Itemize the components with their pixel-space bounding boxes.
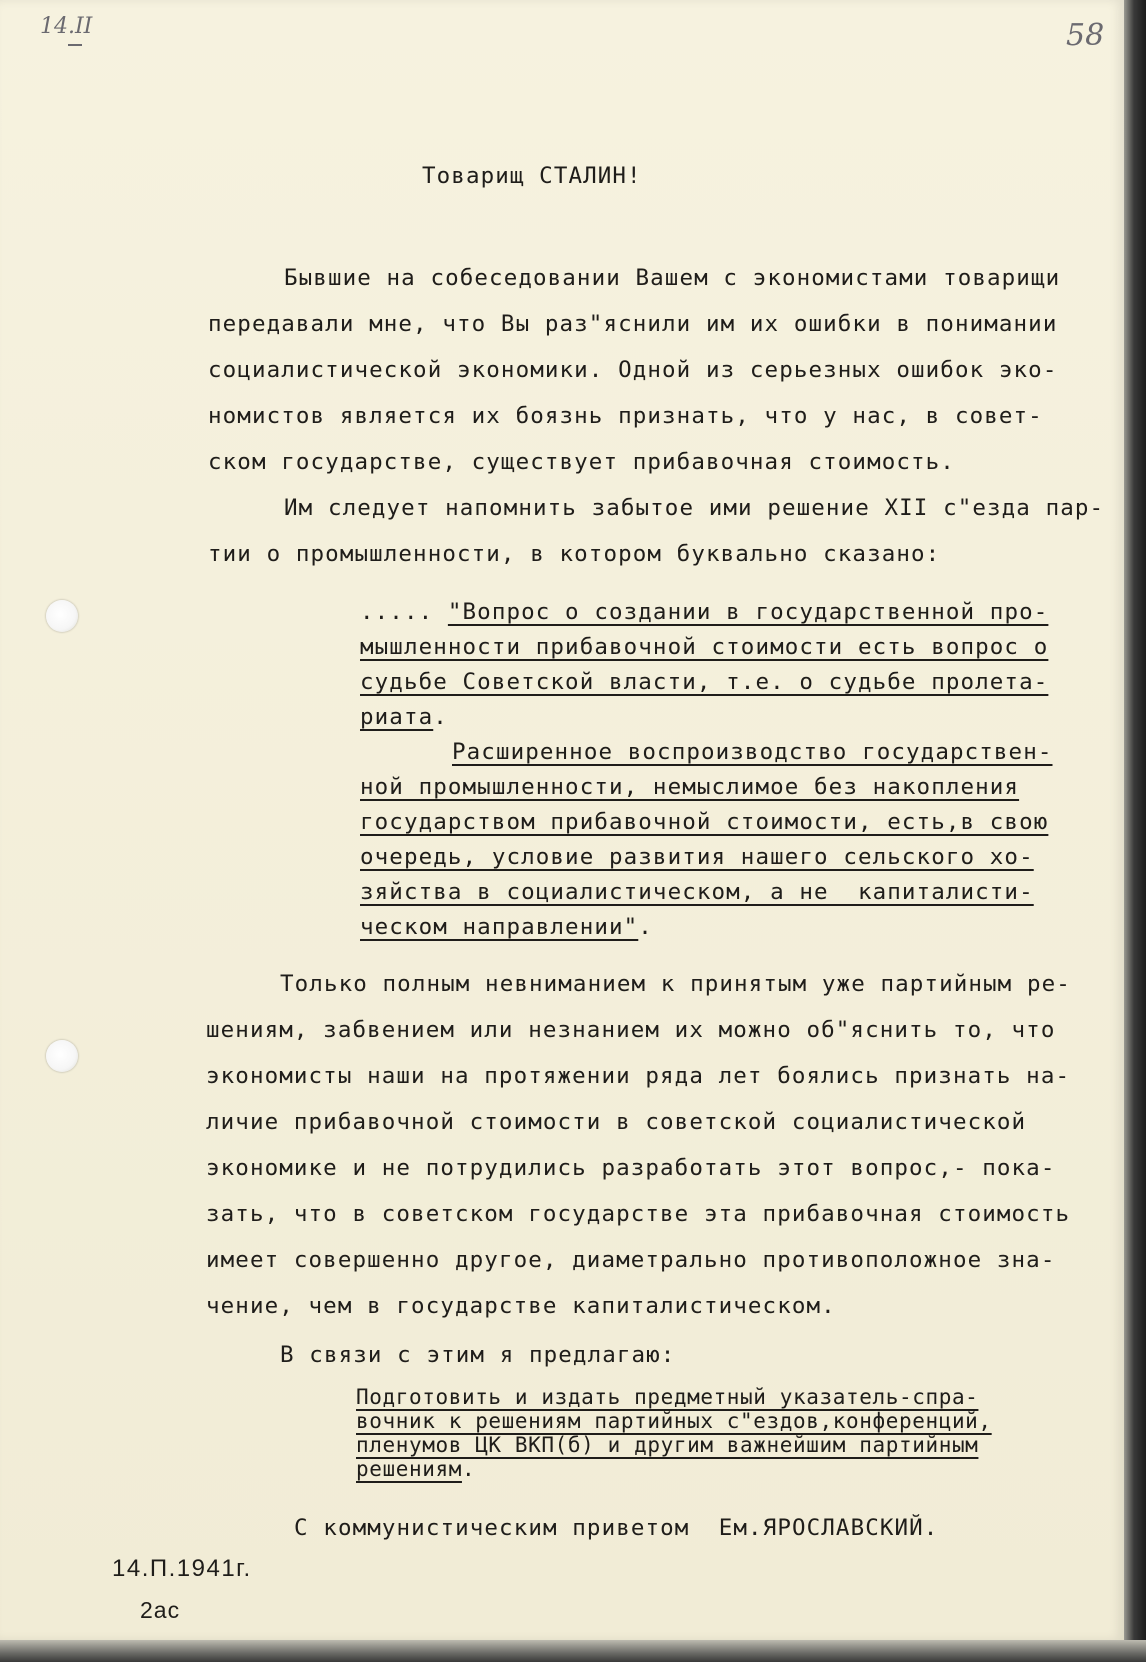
closing-line [294, 1515, 938, 1541]
document-date: 14.П.1941г. [112, 1555, 252, 1582]
p3-line-2: шениям, забвением или незнанием их можно об"яснить то, что [206, 1017, 1056, 1043]
quote-text: "Вопрос о создании в государственной про- [447, 599, 1049, 625]
signature: Ем.ЯРОСЛАВСКИЙ. [718, 1515, 939, 1541]
p2-line-2: тии о промышленности, в котором буквально сказано: [208, 541, 941, 567]
proposal-line-3: пленумов ЦК ВКП(б) и другим важнейшим партийным [356, 1433, 979, 1457]
closing-text: С коммунистическим приветом [294, 1515, 690, 1541]
p1-line-2: передавали мне, что Вы раз"яснили им их ошибки в понимании [208, 311, 1058, 337]
punch-hole-upper [46, 600, 78, 632]
p1-line-5: ском государстве, существует прибавочная стоимость. [208, 449, 955, 475]
quote-text: риата [360, 704, 434, 730]
proposal-line-2: вочник к решениям партийных с"ездов,конференций, [356, 1409, 992, 1433]
salutation: Товарищ СТАЛИН! [422, 163, 642, 189]
page-number: 58 [1066, 18, 1105, 53]
p3-line-5: экономике и не потрудились разработать этот вопрос,- пока- [206, 1155, 1056, 1181]
quote-line-2: мышленности прибавочной стоимости есть вопрос о [360, 634, 1049, 660]
p3-line-7: имеет совершенно другое, диаметрально противоположное зна- [206, 1247, 1056, 1273]
punch-hole-lower [46, 1040, 78, 1072]
proposal-text: решениям [356, 1457, 462, 1481]
document-ref: 2ас [140, 1597, 181, 1623]
p3-line-6: зать, что в советском государстве эта прибавочная стоимость [206, 1201, 1071, 1227]
proposal-line-4 [356, 1459, 475, 1480]
p1-line-4: номистов является их боязнь признать, что у нас, в совет- [208, 403, 1043, 429]
quote-line-5: Расширенное воспроизводство государствен- [452, 739, 1053, 765]
p1-line-3: социалистической экономики. Одной из серьезных ошибок эко- [208, 357, 1058, 383]
scan-edge-bottom [0, 1640, 1146, 1662]
scan-edge-right [1124, 0, 1146, 1662]
p3-line-4: личие прибавочной стоимости в советской социалистической [206, 1109, 1027, 1135]
p3-line-8: чение, чем в государстве капиталистическом. [206, 1293, 836, 1319]
quote-punct: . [638, 914, 653, 940]
quote-line-10 [360, 914, 653, 940]
quote-line-8: очередь, условие развития нашего сельского хо- [360, 844, 1034, 870]
p3-line-3: экономисты наши на протяжении ряда лет боялись признать на- [206, 1063, 1071, 1089]
proposal-line-1: Подготовить и издать предметный указатель-спра- [356, 1385, 979, 1409]
p3-line-1: Только полным невниманием к принятым уже партийным ре- [280, 971, 1071, 997]
handwritten-note [40, 14, 92, 39]
note-dash [68, 44, 82, 46]
quote-line-3: судьбе Советской власти, т.е. о судьбе пролета- [360, 669, 1049, 695]
quote-line-4 [360, 704, 448, 730]
quote-punct: . [433, 704, 448, 730]
p1-line-1: Бывшие на собеседовании Вашем с экономистами товарищи [284, 265, 1061, 291]
quote-line-6: ной промышленности, немыслимое без накопления [360, 774, 1020, 800]
note-text: 14.II [40, 14, 93, 39]
quote-prefix: ..... [360, 599, 434, 625]
proposal-punct: . [461, 1457, 476, 1481]
quote-line-9: зяйства в социалистическом, а не капиталисти- [360, 879, 1034, 905]
quote-line-7: государством прибавочной стоимости, есть,в свою [360, 809, 1049, 835]
quote-line-1 [360, 599, 1048, 625]
paragraph-4: В связи с этим я предлагаю: [280, 1342, 676, 1368]
quote-text: ческом направлении" [360, 914, 639, 940]
p2-line-1: Им следует напомнить забытое ими решение XII с"езда пар- [284, 495, 1105, 521]
